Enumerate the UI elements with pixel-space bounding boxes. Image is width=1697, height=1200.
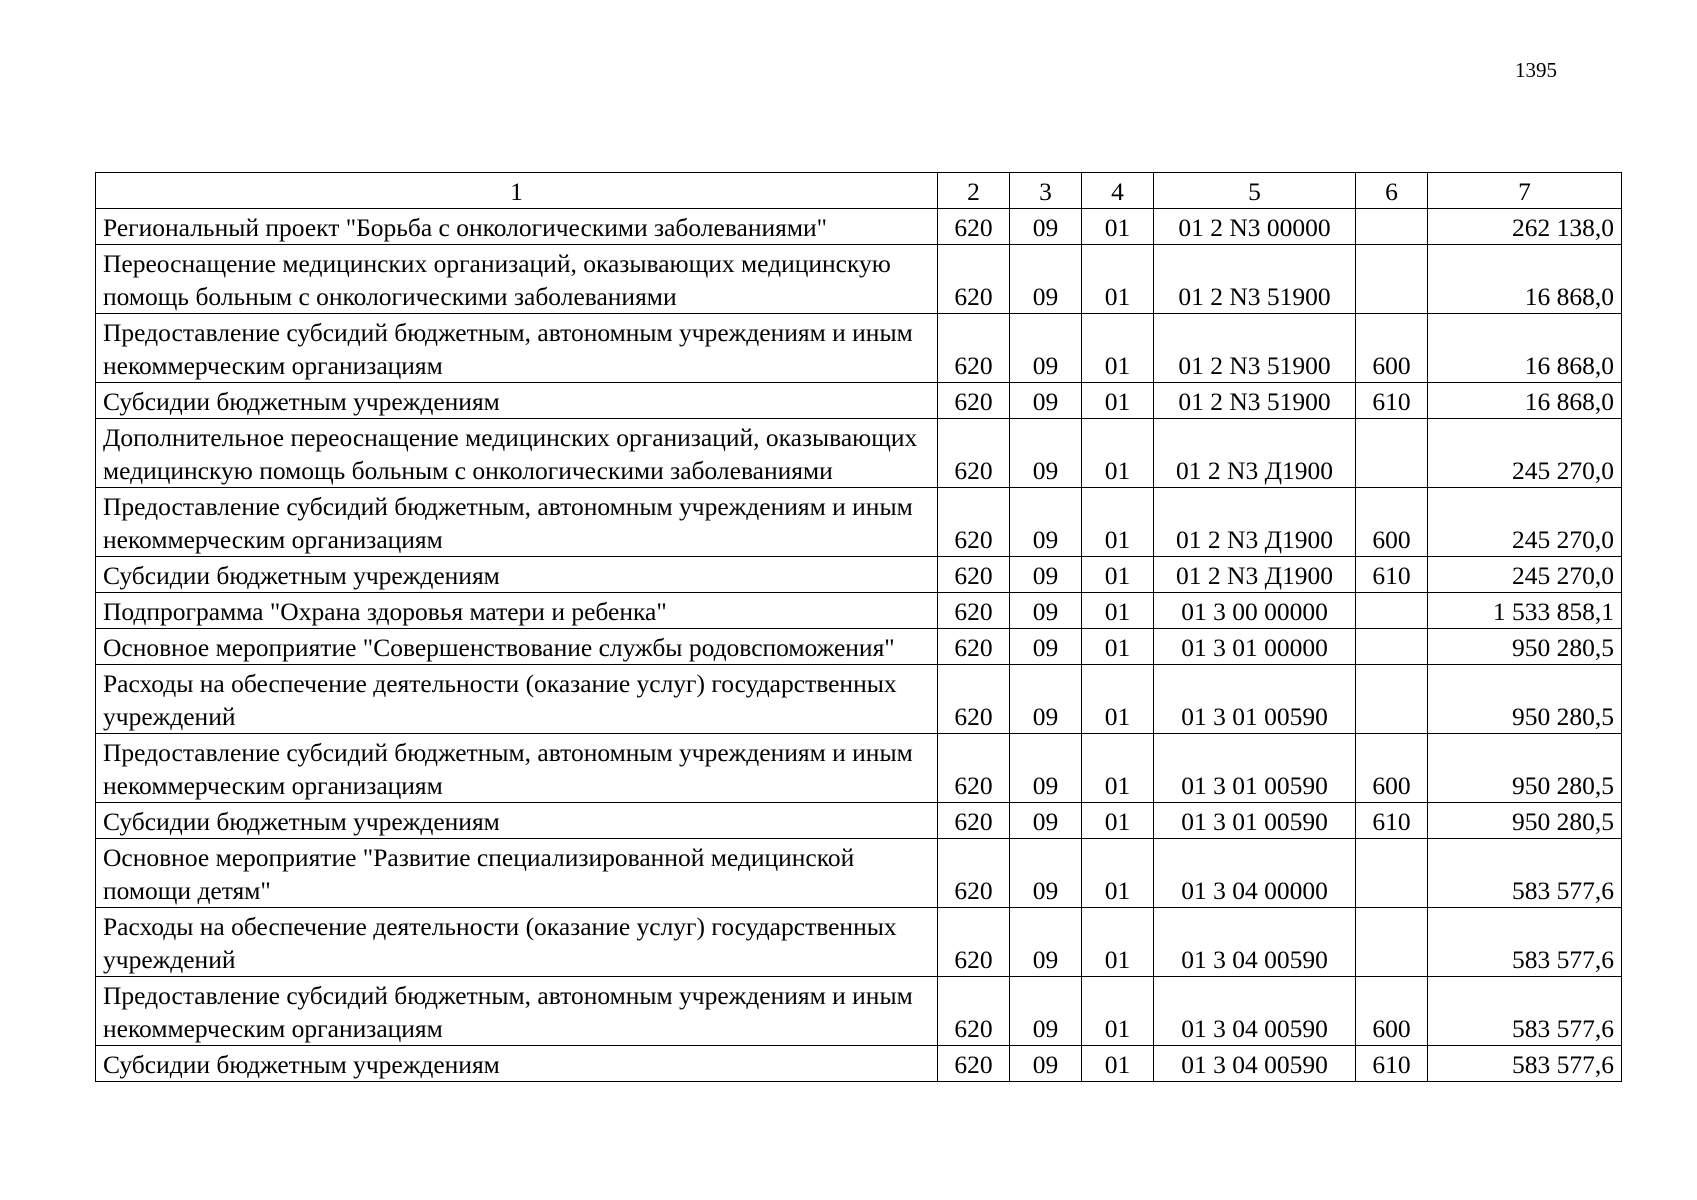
row-pr: 01 — [1082, 665, 1154, 734]
row-sum: 245 270,0 — [1428, 488, 1622, 557]
table-row — [96, 593, 1622, 629]
row-ved: 620 — [938, 557, 1010, 593]
row-sum: 950 280,5 — [1428, 629, 1622, 665]
row-sum: 245 270,0 — [1428, 419, 1622, 488]
row-csr: 01 2 N3 51900 — [1154, 383, 1356, 419]
row-csr: 01 2 N3 Д1900 — [1154, 488, 1356, 557]
row-rz: 09 — [1010, 977, 1082, 1046]
row-sum: 950 280,5 — [1428, 734, 1622, 803]
row-vr: 610 — [1356, 1046, 1428, 1082]
table-row — [96, 1046, 1622, 1082]
row-pr: 01 — [1082, 314, 1154, 383]
row-rz: 09 — [1010, 383, 1082, 419]
row-pr: 01 — [1082, 245, 1154, 314]
row-sum: 262 138,0 — [1428, 209, 1622, 245]
row-csr: 01 3 04 00590 — [1154, 1046, 1356, 1082]
row-name: Переоснащение медицинских организаций, оказывающих медицинскую помощь больным с онкологическими заболеваниями — [96, 245, 938, 314]
row-name: Предоставление субсидий бюджетным, автономным учреждениям и иным некоммерческим организациям — [96, 734, 938, 803]
row-pr: 01 — [1082, 488, 1154, 557]
row-sum: 950 280,5 — [1428, 803, 1622, 839]
row-rz: 09 — [1010, 665, 1082, 734]
row-vr — [1356, 629, 1428, 665]
row-ved: 620 — [938, 488, 1010, 557]
table-row — [96, 908, 1622, 977]
row-sum: 583 577,6 — [1428, 908, 1622, 977]
table-row — [96, 977, 1622, 1046]
header-cell-6: 6 — [1356, 173, 1428, 209]
row-csr: 01 2 N3 Д1900 — [1154, 557, 1356, 593]
row-ved: 620 — [938, 209, 1010, 245]
row-csr: 01 2 N3 Д1900 — [1154, 419, 1356, 488]
row-name: Субсидии бюджетным учреждениям — [96, 803, 938, 839]
header-cell-5: 5 — [1154, 173, 1356, 209]
row-name: Подпрограмма "Охрана здоровья матери и ребенка" — [96, 593, 938, 629]
row-csr: 01 2 N3 00000 — [1154, 209, 1356, 245]
row-name: Дополнительное переоснащение медицинских организаций, оказывающих медицинскую помощь больным с онкологическими заболеваниями — [96, 419, 938, 488]
row-name: Предоставление субсидий бюджетным, автономным учреждениям и иным некоммерческим организациям — [96, 488, 938, 557]
row-rz: 09 — [1010, 734, 1082, 803]
table-row — [96, 209, 1622, 245]
row-csr: 01 3 01 00590 — [1154, 734, 1356, 803]
table-header-row — [96, 173, 1622, 209]
row-vr — [1356, 665, 1428, 734]
table-row — [96, 419, 1622, 488]
table-row — [96, 314, 1622, 383]
row-rz: 09 — [1010, 209, 1082, 245]
row-csr: 01 2 N3 51900 — [1154, 245, 1356, 314]
row-ved: 620 — [938, 629, 1010, 665]
table-row — [96, 629, 1622, 665]
row-vr — [1356, 209, 1428, 245]
row-pr: 01 — [1082, 593, 1154, 629]
row-name: Расходы на обеспечение деятельности (оказание услуг) государственных учреждений — [96, 908, 938, 977]
row-rz: 09 — [1010, 629, 1082, 665]
row-sum: 245 270,0 — [1428, 557, 1622, 593]
row-vr: 610 — [1356, 383, 1428, 419]
row-ved: 620 — [938, 245, 1010, 314]
row-vr — [1356, 419, 1428, 488]
row-pr: 01 — [1082, 734, 1154, 803]
row-pr: 01 — [1082, 629, 1154, 665]
row-csr: 01 3 01 00000 — [1154, 629, 1356, 665]
row-name: Субсидии бюджетным учреждениям — [96, 557, 938, 593]
table-body — [96, 173, 1622, 1082]
row-vr: 600 — [1356, 488, 1428, 557]
row-vr: 610 — [1356, 557, 1428, 593]
row-rz: 09 — [1010, 839, 1082, 908]
row-vr: 600 — [1356, 734, 1428, 803]
table-row — [96, 803, 1622, 839]
row-pr: 01 — [1082, 1046, 1154, 1082]
row-pr: 01 — [1082, 908, 1154, 977]
row-pr: 01 — [1082, 839, 1154, 908]
row-rz: 09 — [1010, 593, 1082, 629]
header-cell-1: 1 — [96, 173, 938, 209]
row-name: Основное мероприятие "Совершенствование службы родовспоможения" — [96, 629, 938, 665]
row-vr: 600 — [1356, 314, 1428, 383]
row-rz: 09 — [1010, 803, 1082, 839]
row-ved: 620 — [938, 314, 1010, 383]
row-ved: 620 — [938, 908, 1010, 977]
row-ved: 620 — [938, 803, 1010, 839]
row-vr — [1356, 593, 1428, 629]
row-ved: 620 — [938, 665, 1010, 734]
row-csr: 01 3 01 00590 — [1154, 803, 1356, 839]
table-row — [96, 839, 1622, 908]
row-pr: 01 — [1082, 209, 1154, 245]
row-ved: 620 — [938, 977, 1010, 1046]
header-cell-2: 2 — [938, 173, 1010, 209]
row-ved: 620 — [938, 419, 1010, 488]
header-cell-3: 3 — [1010, 173, 1082, 209]
row-name: Субсидии бюджетным учреждениям — [96, 1046, 938, 1082]
row-vr — [1356, 839, 1428, 908]
table-row — [96, 557, 1622, 593]
row-vr: 600 — [1356, 977, 1428, 1046]
row-rz: 09 — [1010, 908, 1082, 977]
row-pr: 01 — [1082, 557, 1154, 593]
row-name: Предоставление субсидий бюджетным, автономным учреждениям и иным некоммерческим организациям — [96, 314, 938, 383]
row-ved: 620 — [938, 1046, 1010, 1082]
row-name: Региональный проект "Борьба с онкологическими заболеваниями" — [96, 209, 938, 245]
row-pr: 01 — [1082, 383, 1154, 419]
table-row — [96, 245, 1622, 314]
row-ved: 620 — [938, 383, 1010, 419]
row-rz: 09 — [1010, 245, 1082, 314]
row-csr: 01 3 04 00000 — [1154, 839, 1356, 908]
row-sum: 16 868,0 — [1428, 314, 1622, 383]
row-ved: 620 — [938, 734, 1010, 803]
row-csr: 01 3 04 00590 — [1154, 977, 1356, 1046]
table-row — [96, 734, 1622, 803]
table-row — [96, 665, 1622, 734]
row-pr: 01 — [1082, 803, 1154, 839]
row-rz: 09 — [1010, 1046, 1082, 1082]
row-name: Основное мероприятие "Развитие специализированной медицинской помощи детям" — [96, 839, 938, 908]
row-name: Предоставление субсидий бюджетным, автономным учреждениям и иным некоммерческим организациям — [96, 977, 938, 1046]
row-csr: 01 3 04 00590 — [1154, 908, 1356, 977]
row-sum: 1 533 858,1 — [1428, 593, 1622, 629]
row-sum: 950 280,5 — [1428, 665, 1622, 734]
row-sum: 16 868,0 — [1428, 383, 1622, 419]
table-row — [96, 383, 1622, 419]
row-pr: 01 — [1082, 977, 1154, 1046]
row-name: Субсидии бюджетным учреждениям — [96, 383, 938, 419]
row-rz: 09 — [1010, 314, 1082, 383]
row-ved: 620 — [938, 839, 1010, 908]
row-vr — [1356, 245, 1428, 314]
row-sum: 16 868,0 — [1428, 245, 1622, 314]
row-rz: 09 — [1010, 557, 1082, 593]
table-row — [96, 488, 1622, 557]
row-csr: 01 2 N3 51900 — [1154, 314, 1356, 383]
row-name: Расходы на обеспечение деятельности (оказание услуг) государственных учреждений — [96, 665, 938, 734]
budget-table — [95, 172, 1622, 1082]
header-cell-4: 4 — [1082, 173, 1154, 209]
row-vr — [1356, 908, 1428, 977]
row-csr: 01 3 00 00000 — [1154, 593, 1356, 629]
row-ved: 620 — [938, 593, 1010, 629]
row-pr: 01 — [1082, 419, 1154, 488]
header-cell-7: 7 — [1428, 173, 1622, 209]
row-rz: 09 — [1010, 488, 1082, 557]
row-csr: 01 3 01 00590 — [1154, 665, 1356, 734]
row-sum: 583 577,6 — [1428, 839, 1622, 908]
row-vr: 610 — [1356, 803, 1428, 839]
page-number: 1395 — [1515, 58, 1557, 82]
row-rz: 09 — [1010, 419, 1082, 488]
row-sum: 583 577,6 — [1428, 1046, 1622, 1082]
row-sum: 583 577,6 — [1428, 977, 1622, 1046]
